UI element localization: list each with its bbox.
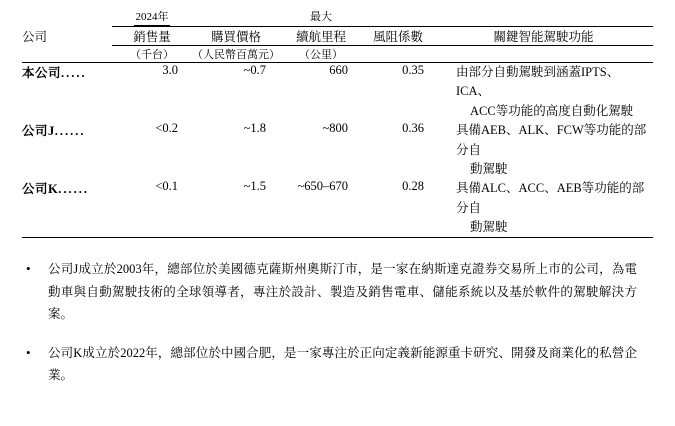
footnotes [22, 258, 653, 386]
table-bottom-rule-row [22, 237, 653, 238]
list-item [22, 342, 637, 387]
bullet-icon: • [26, 345, 31, 361]
row-drag: 0.28 [402, 179, 424, 194]
company-name: 公司J [22, 124, 55, 139]
leader-dots: ...... [54, 124, 86, 139]
unit-company [22, 46, 112, 63]
header-range: 續航里程 [280, 27, 362, 46]
row-company [22, 179, 112, 237]
year-spacer-4 [434, 8, 653, 27]
year-label: 2024年 [134, 8, 170, 26]
feature-line-1: 具備AEB、ALK、FCW等功能的部分自 [456, 123, 647, 157]
unit-sales: （千台） [130, 49, 174, 61]
row-features [434, 63, 653, 121]
company-name: 本公司 [22, 66, 62, 80]
unit-features [434, 46, 653, 63]
header-features: 關鍵智能駕駛功能 [434, 27, 653, 46]
leader-dots: ..... [61, 66, 87, 80]
year-spacer-3 [362, 8, 434, 27]
table-year-row [22, 8, 653, 27]
table-row [22, 63, 653, 121]
row-range: ~800 [322, 121, 348, 136]
header-company: 公司 [22, 29, 48, 44]
header-sales: 銷售量 [112, 27, 192, 46]
row-range: 660 [329, 63, 348, 77]
unit-price: （人民幣百萬元） [192, 49, 280, 61]
bullet-icon: • [26, 261, 31, 277]
year-spacer [22, 8, 112, 27]
feature-line-1: 由部分自動駕駛到涵蓋IPTS、ICA、 [456, 65, 620, 99]
note-text: 公司K成立於2022年，總部位於中國合肥，是一家專注於正向定義新能源重卡研究、開發及商業化的私營企業。 [48, 346, 637, 383]
feature-line-2: ACC等功能的高度自動化駕駛 [470, 103, 634, 118]
row-company [22, 121, 112, 179]
feature-line-2: 動駕駛 [470, 220, 508, 234]
row-range: ~650–670 [297, 179, 348, 194]
row-features [434, 121, 653, 179]
feature-line-1: 具備ALC、ACC、AEB等功能的部分自 [456, 181, 645, 215]
table-header-row [22, 27, 653, 46]
year-spacer-2 [192, 8, 280, 27]
header-drag: 風阻係數 [362, 27, 434, 46]
table-bottom-divider [22, 237, 653, 238]
table-row [22, 121, 653, 179]
row-sales: <0.2 [155, 121, 178, 136]
table-unit-row [22, 46, 653, 63]
company-name: 公司K [22, 182, 59, 197]
comparison-table [22, 8, 653, 238]
table-row [22, 179, 653, 237]
header-price: 購買價格 [192, 27, 280, 46]
row-price: ~0.7 [243, 63, 266, 77]
max-range-top-label: 最大 [310, 11, 332, 23]
row-drag: 0.35 [402, 63, 424, 77]
row-drag: 0.36 [402, 121, 424, 136]
row-sales: 3.0 [162, 63, 178, 77]
row-features [434, 179, 653, 237]
note-text: 公司J成立於2003年，總部位於美國德克薩斯州奧斯汀市，是一家在納斯達克證券交易所上市的公司，為電動車與自動駕駛技術的全球領導者，專注於設計、製造及銷售電車、儲能系統以及基於軟件的駕駛解決方案。 [48, 262, 637, 321]
leader-dots: ...... [58, 182, 89, 197]
unit-range: （公里） [299, 49, 343, 61]
feature-line-2: 動駕駛 [470, 161, 508, 176]
unit-drag [362, 46, 434, 63]
row-company [22, 63, 112, 121]
year-header-cell [112, 8, 192, 27]
row-price: ~1.8 [243, 121, 266, 136]
list-item [22, 258, 637, 325]
row-price: ~1.5 [243, 179, 266, 194]
row-sales: <0.1 [155, 179, 178, 194]
